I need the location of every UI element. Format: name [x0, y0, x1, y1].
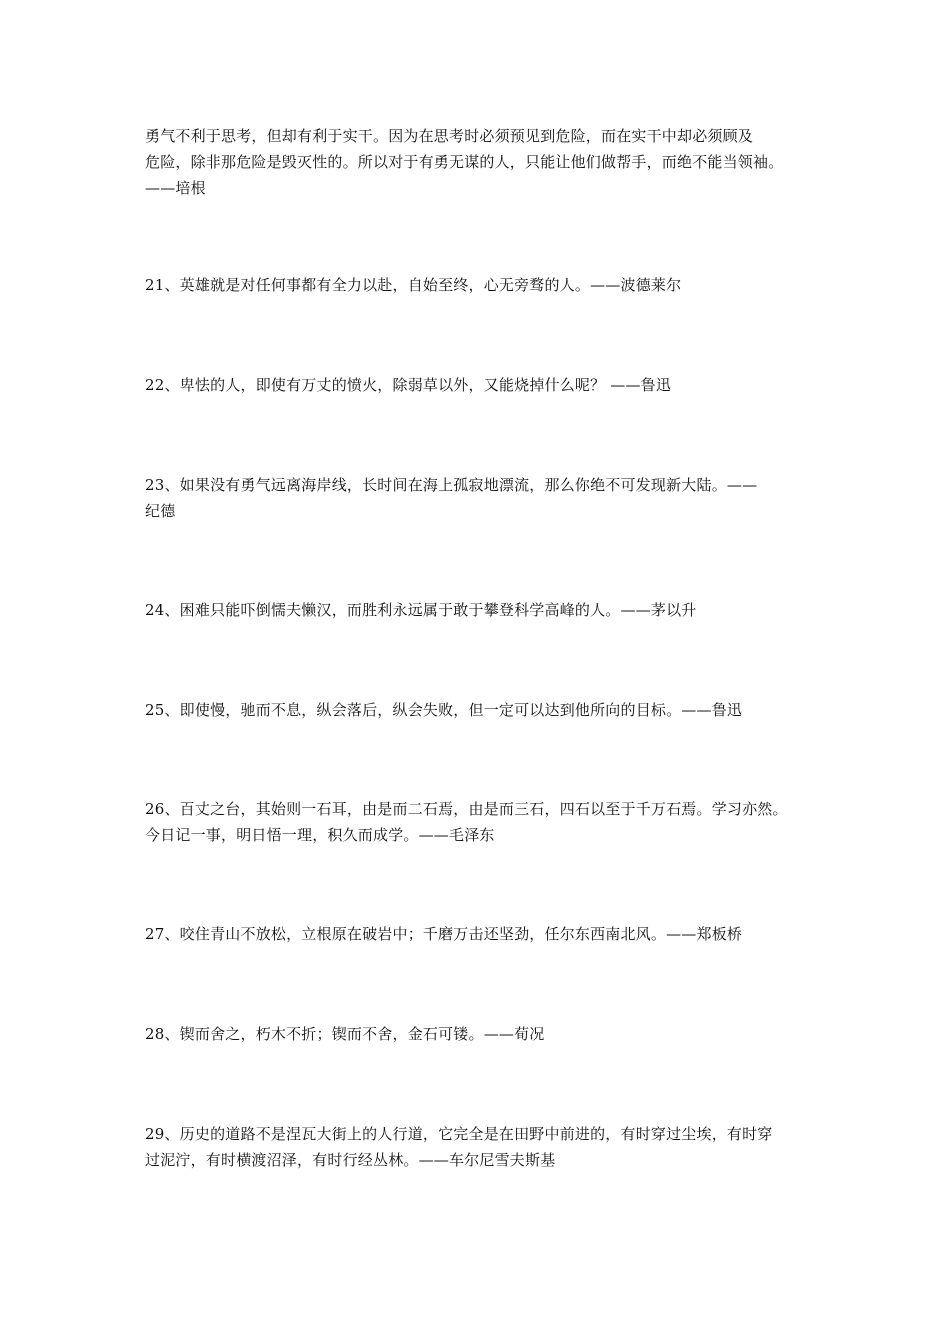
text-line: 过泥泞，有时横渡沼泽，有时行经丛林。——车尔尼雪夫斯基 — [145, 1151, 556, 1169]
text-line: 纪德 — [145, 502, 176, 520]
text-line: 23、如果没有勇气远离海岸线，长时间在海上孤寂地漂流，那么你绝不可发现新大陆。—— — [145, 476, 758, 494]
text-line: 29、历史的道路不是涅瓦大街上的人行道，它完全是在田野中前进的，有时穿过尘埃，有时穿 — [145, 1125, 773, 1143]
text-line: 26、百丈之台，其始则一石耳，由是而二石焉，由是而三石，四石以至于千万石焉。学习亦然。 — [145, 800, 788, 818]
text-line: 25、即使慢，驰而不息，纵会落后，纵会失败，但一定可以达到他所向的目标。——鲁迅 — [145, 701, 743, 719]
quote-paragraph-22 — [145, 372, 815, 398]
text-line: 危险，除非那危险是毁灭性的。所以对于有勇无谋的人，只能让他们做帮手，而绝不能当领袖。 — [145, 153, 784, 171]
text-line: ——培根 — [145, 179, 206, 197]
quote-paragraph-21 — [145, 272, 815, 298]
text-line: 勇气不利于思考，但却有利于实干。因为在思考时必须预见到危险，而在实干中却必须顾及 — [145, 127, 754, 145]
quote-paragraph-23 — [145, 472, 815, 524]
quote-paragraph-28 — [145, 1021, 815, 1047]
quote-paragraph-25 — [145, 697, 815, 723]
text-line: 27、咬住青山不放松，立根原在破岩中；千磨万击还坚劲，任尔东西南北风。——郑板桥 — [145, 925, 743, 943]
quote-paragraph-24 — [145, 597, 815, 623]
text-line: 21、英雄就是对任何事都有全力以赴，自始至终，心无旁骛的人。——波德莱尔 — [145, 276, 682, 294]
quote-paragraph-intro — [145, 123, 815, 201]
text-line: 24、困难只能吓倒懦夫懒汉，而胜利永远属于敢于攀登科学高峰的人。——茅以升 — [145, 601, 697, 619]
quote-paragraph-29 — [145, 1121, 815, 1173]
quote-paragraph-26 — [145, 796, 815, 848]
text-line: 28、锲而舍之，朽木不折；锲而不舍，金石可镂。——荀况 — [145, 1025, 545, 1043]
text-line: 今日记一事，明日悟一理，积久而成学。——毛泽东 — [145, 826, 495, 844]
quote-paragraph-27 — [145, 921, 815, 947]
text-line: 22、卑怯的人，即使有万丈的愤火，除弱草以外，又能烧掉什么呢？ ——鲁迅 — [145, 376, 672, 394]
